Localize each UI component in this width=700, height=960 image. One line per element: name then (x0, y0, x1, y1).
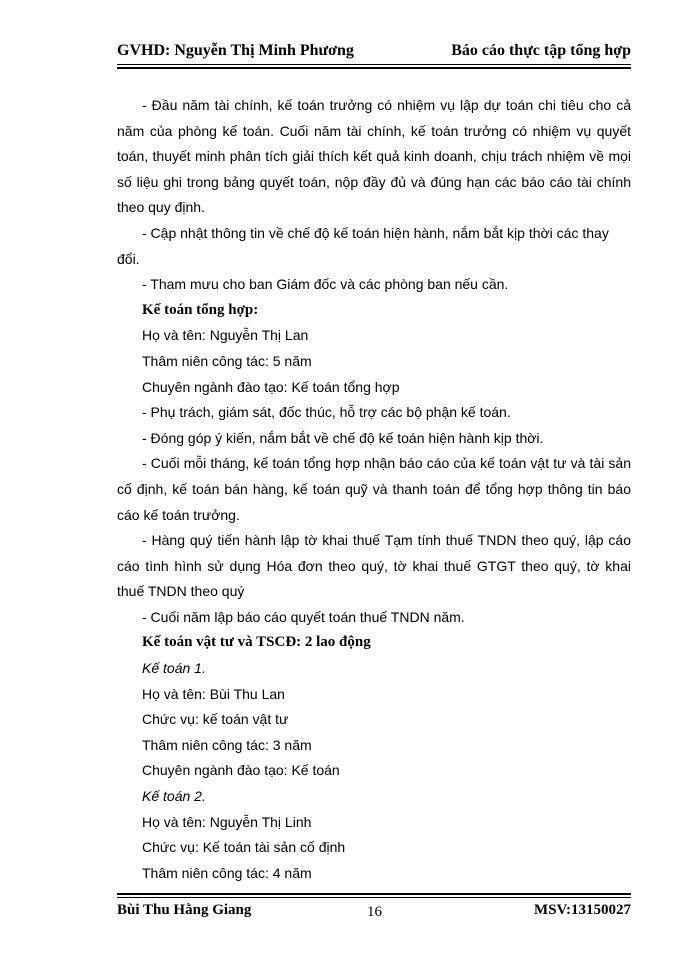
header-rule-thin (117, 64, 631, 65)
subheading-accountant-1: Kế toán 1. (142, 660, 206, 677)
accountant-1-seniority: Thâm niên công tác: 3 năm (142, 736, 312, 753)
general-accountant-duty-5: - Cuối năm lập báo cáo quyết toán thuế TNDN năm. (142, 608, 465, 625)
footer-student-name: Bùi Thu Hằng Giang (117, 902, 252, 918)
heading-general-accountant: Kế toán tổng hợp: (142, 301, 259, 318)
paragraph-update-regulations: - Cập nhật thông tin về chế độ kế toán hiện hành, nắm bắt kịp thời các thay đổi. (117, 224, 609, 267)
accountant-2-position: Chức vụ: Kế toán tài sản cố định (142, 839, 346, 856)
paragraph-advise-board: - Tham mưu cho ban Giám đốc và các phòng ban nếu cần. (142, 276, 509, 293)
accountant-1-position: Chức vụ: kế toán vật tư (142, 711, 289, 728)
general-accountant-major: Chuyên ngành đào tạo: Kế toán tổng hợp (142, 378, 400, 395)
accountant-1-major: Chuyên ngành đào tạo: Kế toán (142, 762, 340, 779)
paragraph-chief-accountant-duties: - Đầu năm tài chính, kế toán trưởng có nhiệm vụ lập dự toán chi tiêu cho cả năm của phòng kế toán. Cuối năm tài chính, kế toán trưởng có nhiệm vụ quyết toán, thuyết minh phân tích giải thích kết quả kinh doanh, chịu trách nhiệm về mọi số liệu ghi trong bảng quyết toán, nộp đầy đủ và đúng hạn các báo cáo tài chính theo quy định. (117, 97, 631, 216)
header-rule-thick (117, 67, 631, 69)
subheading-accountant-2: Kế toán 2. (142, 788, 206, 805)
general-accountant-name: Họ và tên: Nguyễn Thị Lan (142, 327, 309, 344)
page-number: 16 (367, 904, 382, 920)
general-accountant-duty-4: - Hàng quý tiến hành lập tờ khai thuế Tạm tính thuế TNDN theo quý, lập cáo cáo tình hình sử dụng Hóa đơn theo quý, tờ khai thuế GTGT theo quý, tờ khai thuế TNDN theo quý (117, 532, 631, 600)
page-body (117, 93, 631, 886)
general-accountant-duty-1: - Phụ trách, giám sát, đốc thúc, hỗ trợ các bộ phận kế toán. (142, 404, 511, 421)
heading-materials-fixed-assets: Kế toán vật tư và TSCĐ: 2 lao động (142, 634, 371, 651)
header-supervisor: GVHD: Nguyễn Thị Minh Phương (117, 42, 354, 59)
footer-student-id: MSV:13150027 (534, 902, 631, 918)
accountant-2-seniority: Thâm niên công tác: 4 năm (142, 864, 312, 881)
page-header (117, 40, 631, 66)
footer-rule-thick (117, 893, 631, 895)
general-accountant-duty-2: - Đóng góp ý kiến, nắm bắt về chế độ kế toán hiện hành kịp thời. (142, 429, 544, 446)
header-report-title: Báo cáo thực tập tổng hợp (451, 42, 631, 59)
general-accountant-seniority: Thâm niên công tác: 5 năm (142, 352, 312, 369)
general-accountant-duty-3: - Cuối mỗi tháng, kế toán tổng hợp nhận báo cáo của kế toán vật tư và tài sản cố định, kế toán bán hàng, kế toán quỹ và thanh toán để tổng hợp thông tin báo cáo kế toán trưởng. (117, 455, 631, 523)
accountant-1-name: Họ và tên: Bùi Thu Lan (142, 685, 285, 702)
page-footer (117, 902, 631, 924)
footer-rule-thin (117, 897, 631, 898)
accountant-2-name: Họ và tên: Nguyễn Thị Linh (142, 813, 312, 830)
